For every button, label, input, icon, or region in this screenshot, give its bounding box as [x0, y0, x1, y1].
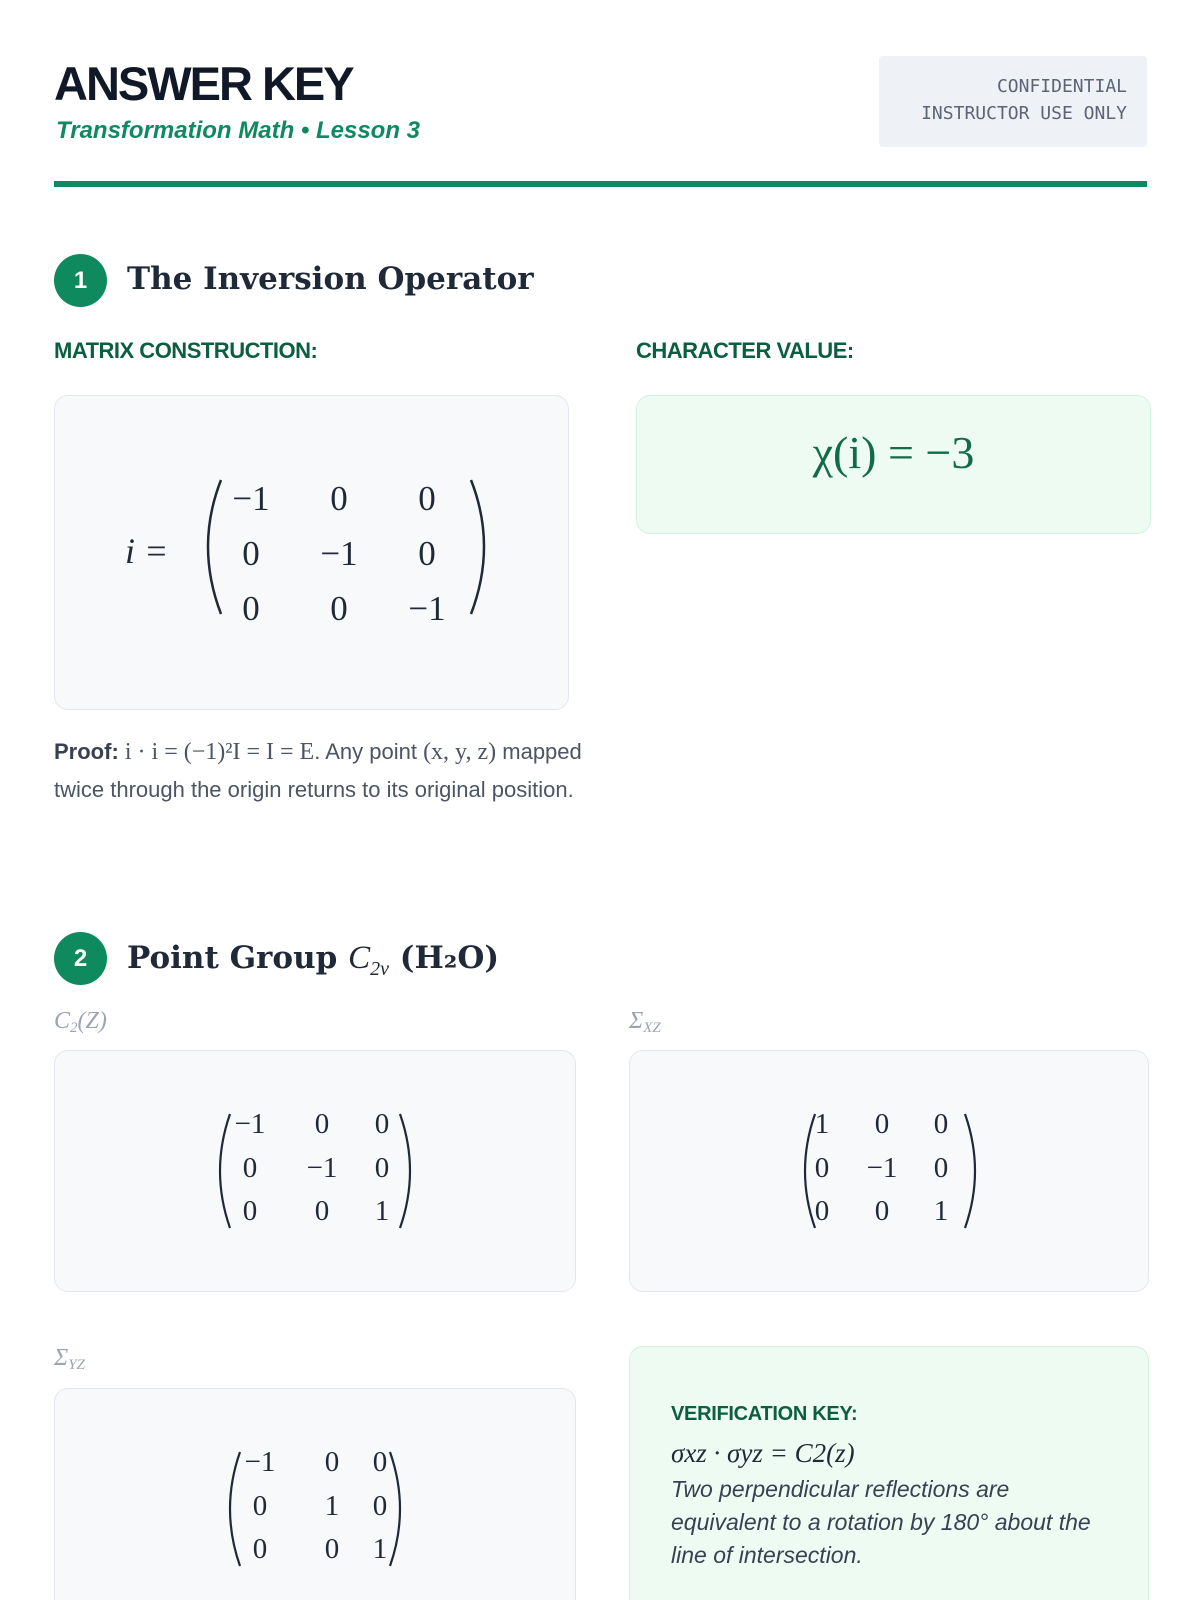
- matrix-left-paren: [208, 480, 221, 614]
- op-matrix-sigma-xz: [795, 1106, 985, 1241]
- section-2-title: Point Group $C_{2v}$ (H₂O): [127, 940, 499, 980]
- op-matrix-c2z-svg: [210, 1106, 420, 1236]
- proof-equation: i · i = (−1)²I = I = E: [124, 739, 315, 765]
- inversion-matrix: [125, 466, 485, 631]
- op1-cell-1-1: −1: [866, 1152, 898, 1184]
- op1-cell-1-0: 0: [814, 1152, 830, 1184]
- op0-cell-0-2: 0: [374, 1108, 390, 1140]
- op2-cell-0-2: 0: [372, 1446, 388, 1478]
- verification-label: VERIFICATION KEY:: [671, 1403, 858, 1425]
- op2-cell-2-0: 0: [252, 1533, 268, 1565]
- op-matrix-sigma-yz-svg: [220, 1444, 410, 1574]
- character-expression: χ(i) = −3: [812, 427, 975, 478]
- op-card-sigma-yz: [54, 1388, 576, 1600]
- op1-cell-2-1: 0: [874, 1195, 890, 1227]
- op0-cell-1-1: −1: [306, 1152, 338, 1184]
- inv-cell-2-1: 0: [330, 589, 348, 628]
- matrix-lhs: i =: [125, 531, 169, 571]
- op-label-sigma-xz: $\Sigma_{XZ}$: [629, 1008, 661, 1036]
- op0-cell-0-1: 0: [314, 1108, 330, 1140]
- section-1-number-badge: 1: [54, 254, 107, 307]
- op0-cell-1-2: 0: [374, 1152, 390, 1184]
- op2-cell-0-1: 0: [324, 1446, 340, 1478]
- op2-cell-1-0: 0: [252, 1490, 268, 1522]
- page-title: ANSWER KEY: [54, 57, 353, 110]
- op0-cell-0-0: −1: [234, 1108, 266, 1140]
- op1-cell-2-2: 1: [933, 1195, 949, 1227]
- verification-text: Two perpendicular reflections are equivalent to a rotation by 180° about the line of intersection.: [671, 1476, 1091, 1568]
- section-2-title-text: Point Group: [127, 940, 338, 976]
- confidential-line-2: INSTRUCTOR USE ONLY: [921, 103, 1127, 124]
- inversion-matrix-card: [54, 395, 569, 710]
- proof-text-1: . Any point: [314, 739, 417, 764]
- header-divider: [54, 181, 1147, 187]
- op2-cell-0-0: −1: [244, 1446, 276, 1478]
- page-subtitle: Transformation Math • Lesson 3: [56, 117, 421, 144]
- inv-cell-1-2: 0: [418, 534, 436, 573]
- inv-cell-1-0: 0: [242, 534, 260, 573]
- op1-cell-0-1: 0: [874, 1108, 890, 1140]
- op1-cell-1-2: 0: [933, 1152, 949, 1184]
- inv-cell-2-0: 0: [242, 589, 260, 628]
- matrix-right-paren: [471, 480, 484, 614]
- confidential-badge: [879, 56, 1147, 147]
- inv-cell-2-2: −1: [408, 589, 446, 628]
- op2-cell-1-1: 1: [324, 1490, 340, 1522]
- proof-label: Proof:: [54, 739, 119, 764]
- point-group-symbol: $C_{2v}$: [348, 940, 389, 980]
- inv-cell-0-0: −1: [232, 479, 270, 518]
- section-2-number-badge: 2: [54, 932, 107, 985]
- confidential-line-1: CONFIDENTIAL: [996, 76, 1127, 97]
- op-matrix-c2z: [210, 1106, 420, 1241]
- proof-point: (x, y, z): [423, 739, 497, 765]
- op2-cell-2-2: 1: [372, 1533, 388, 1565]
- character-value-card: [636, 395, 1151, 534]
- inv-cell-0-1: 0: [330, 479, 348, 518]
- op-card-sigma-xz: [629, 1050, 1149, 1292]
- op-card-c2z: [54, 1050, 576, 1292]
- inversion-matrix-svg: [125, 466, 485, 626]
- op0-cell-2-2: 1: [374, 1195, 390, 1227]
- inv-cell-0-2: 0: [418, 479, 436, 518]
- op-matrix-sigma-xz-svg: [795, 1106, 985, 1236]
- matrix-construction-label: MATRIX CONSTRUCTION:: [54, 338, 318, 363]
- op-label-sigma-yz: $\Sigma_{YZ}$: [54, 1345, 85, 1373]
- character-value-label: CHARACTER VALUE:: [636, 338, 854, 363]
- op0-cell-2-0: 0: [242, 1195, 258, 1227]
- op-matrix-sigma-yz: [220, 1444, 410, 1579]
- inv-cell-1-1: −1: [320, 534, 358, 573]
- op0-cell-1-0: 0: [242, 1152, 258, 1184]
- molecule-formula: H₂O: [414, 940, 485, 976]
- verification-content: [671, 1403, 1111, 1572]
- inversion-matrix-cells: [232, 479, 445, 628]
- op2-cell-2-1: 0: [324, 1533, 340, 1565]
- proof-text-2: mapped twice through the origin returns to its original position.: [54, 739, 582, 802]
- proof-text: [54, 733, 584, 809]
- verification-card: [629, 1346, 1149, 1600]
- op0-cell-2-1: 0: [314, 1195, 330, 1227]
- section-1-title: The Inversion Operator: [127, 261, 534, 297]
- op1-cell-0-2: 0: [933, 1108, 949, 1140]
- header: [54, 56, 1147, 188]
- verification-equation: σxz · σyz = C2(z): [671, 1438, 855, 1468]
- op2-cell-1-2: 0: [372, 1490, 388, 1522]
- op1-cell-2-0: 0: [814, 1195, 830, 1227]
- op1-cell-0-0: 1: [814, 1108, 830, 1140]
- op-label-c2z: $C_2(Z)$: [54, 1008, 107, 1036]
